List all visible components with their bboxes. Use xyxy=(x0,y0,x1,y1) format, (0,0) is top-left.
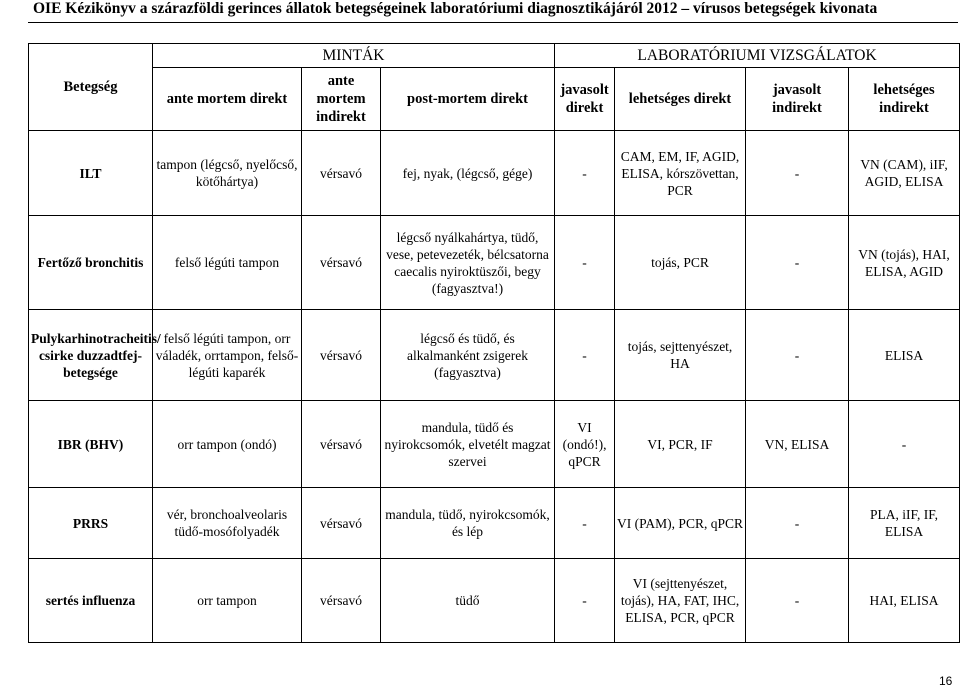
cell-recommended-direct: - xyxy=(555,488,615,559)
cell-recommended-direct: - xyxy=(555,310,615,401)
cell-pm-direct: tüdő xyxy=(381,559,555,643)
cell-possible-indirect: - xyxy=(849,401,960,488)
cell-disease: Pulykarhinotracheitis/ csirke duzzadtfej-betegsége xyxy=(29,310,153,401)
cell-recommended-direct: - xyxy=(555,131,615,216)
header-disease: Betegség xyxy=(29,44,153,131)
table-row xyxy=(29,131,960,216)
cell-recommended-indirect: - xyxy=(746,559,849,643)
cell-possible-direct: VI (PAM), PCR, qPCR xyxy=(615,488,746,559)
cell-recommended-direct: - xyxy=(555,559,615,643)
cell-pm-direct: fej, nyak, (légcső, gége) xyxy=(381,131,555,216)
cell-am-direct: tampon (légcső, nyelőcső, kötőhártya) xyxy=(153,131,302,216)
cell-disease: ILT xyxy=(29,131,153,216)
cell-am-direct: orr tampon xyxy=(153,559,302,643)
cell-possible-direct: VI, PCR, IF xyxy=(615,401,746,488)
title-rule xyxy=(28,22,958,23)
cell-possible-direct: VI (sejttenyészet, tojás), HA, FAT, IHC, ELISA, PCR, qPCR xyxy=(615,559,746,643)
cell-pm-direct: légcső nyálkahártya, tüdő, vese, petevezeték, bélcsatorna caecalis nyiroktüszői, begy (fagyasztva!) xyxy=(381,216,555,310)
cell-possible-direct: tojás, sejttenyészet, HA xyxy=(615,310,746,401)
cell-disease: sertés influenza xyxy=(29,559,153,643)
cell-am-direct: felső légúti tampon xyxy=(153,216,302,310)
cell-disease: IBR (BHV) xyxy=(29,401,153,488)
table-row xyxy=(29,559,960,643)
document-title: OIE Kézikönyv a szárazföldi gerinces állatok betegségeinek laboratóriumi diagnosztikájáról 2012 – vírusos betegségek kivonata xyxy=(33,0,878,17)
cell-possible-indirect: VN (tojás), HAI, ELISA, AGID xyxy=(849,216,960,310)
cell-pm-direct: mandula, tüdő és nyirokcsomók, elvetélt magzat szervei xyxy=(381,401,555,488)
header-possible-indirect: lehetséges indirekt xyxy=(849,68,960,131)
cell-disease: PRRS xyxy=(29,488,153,559)
cell-recommended-indirect: - xyxy=(746,310,849,401)
diagnostics-table xyxy=(28,43,960,643)
cell-possible-indirect: PLA, iIF, IF, ELISA xyxy=(849,488,960,559)
cell-possible-indirect: VN (CAM), iIF, AGID, ELISA xyxy=(849,131,960,216)
cell-am-indirect: vérsavó xyxy=(302,559,381,643)
cell-pm-direct: légcső és tüdő, és alkalmanként zsigerek (fagyasztva) xyxy=(381,310,555,401)
cell-recommended-direct: VI (ondó!), qPCR xyxy=(555,401,615,488)
cell-recommended-direct: - xyxy=(555,216,615,310)
table-row xyxy=(29,488,960,559)
header-samples: MINTÁK xyxy=(153,44,555,68)
cell-am-indirect: vérsavó xyxy=(302,131,381,216)
cell-am-indirect: vérsavó xyxy=(302,310,381,401)
cell-recommended-indirect: VN, ELISA xyxy=(746,401,849,488)
header-am-direct: ante mortem direkt xyxy=(153,68,302,131)
cell-am-indirect: vérsavó xyxy=(302,488,381,559)
cell-possible-indirect: HAI, ELISA xyxy=(849,559,960,643)
cell-am-indirect: vérsavó xyxy=(302,401,381,488)
header-lab-tests: LABORATÓRIUMI VIZSGÁLATOK xyxy=(555,44,960,68)
header-recommended-indirect: javasolt indirekt xyxy=(746,68,849,131)
cell-recommended-indirect: - xyxy=(746,488,849,559)
table-row xyxy=(29,401,960,488)
header-possible-direct: lehetséges direkt xyxy=(615,68,746,131)
table-row xyxy=(29,310,960,401)
cell-disease: Fertőző bronchitis xyxy=(29,216,153,310)
cell-recommended-indirect: - xyxy=(746,131,849,216)
table-row xyxy=(29,216,960,310)
cell-recommended-indirect: - xyxy=(746,216,849,310)
cell-possible-indirect: ELISA xyxy=(849,310,960,401)
header-pm-direct: post-mortem direkt xyxy=(381,68,555,131)
cell-possible-direct: tojás, PCR xyxy=(615,216,746,310)
cell-am-direct: felső légúti tampon, orr váladék, orrtampon, felső-légúti kaparék xyxy=(153,310,302,401)
page-number: 16 xyxy=(939,674,953,688)
header-am-indirect: ante mortem indirekt xyxy=(302,68,381,131)
header-recommended-direct: javasolt direkt xyxy=(555,68,615,131)
cell-am-indirect: vérsavó xyxy=(302,216,381,310)
cell-am-direct: vér, bronchoalveolaris tüdő-mosófolyadék xyxy=(153,488,302,559)
cell-am-direct: orr tampon (ondó) xyxy=(153,401,302,488)
cell-possible-direct: CAM, EM, IF, AGID, ELISA, kórszövettan, PCR xyxy=(615,131,746,216)
cell-pm-direct: mandula, tüdő, nyirokcsomók, és lép xyxy=(381,488,555,559)
